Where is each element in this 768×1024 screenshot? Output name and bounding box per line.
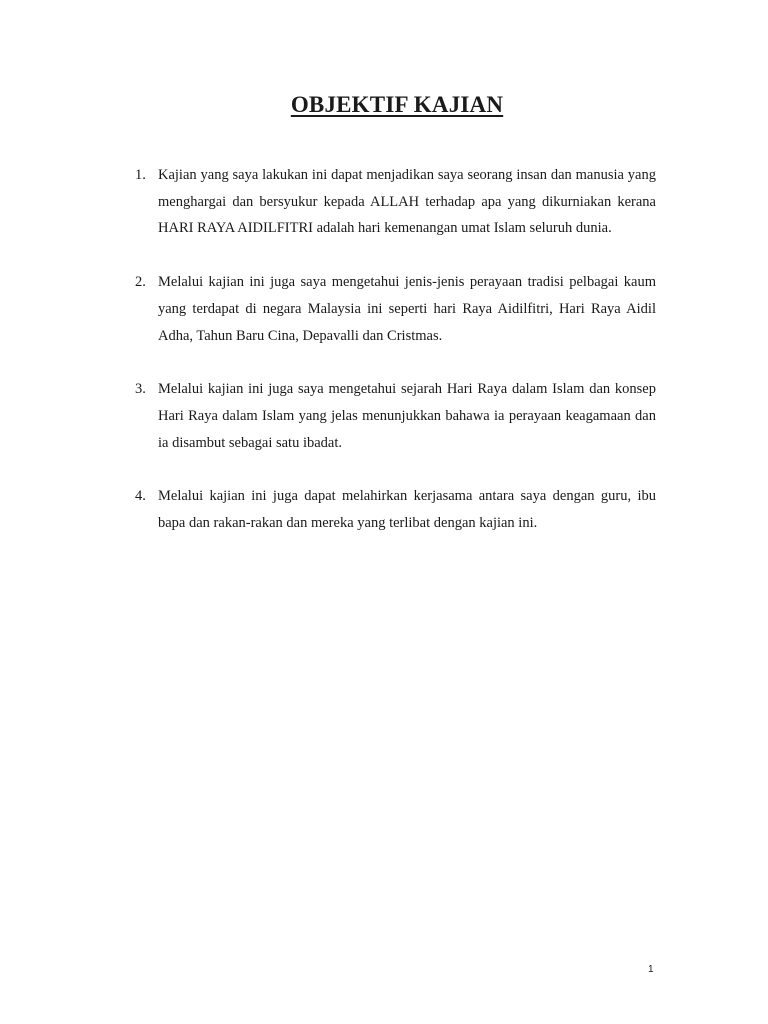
- objectives-list: [130, 162, 656, 564]
- objective-item: [130, 376, 656, 456]
- objective-number: 2.: [135, 274, 146, 291]
- objective-item: [130, 269, 656, 349]
- page-title: OBJEKTIF KAJIAN: [290, 92, 504, 117]
- objective-number: 1.: [135, 167, 146, 183]
- objective-text: Melalui kajian ini juga saya mengetahui sejarah Hari Raya dalam Islam dan konsep Hari Raya dalam Islam yang jelas menunjukkan bahawa ia perayaan keagamaan dan ia disambut sebagai satu ibadat.: [158, 381, 656, 451]
- objective-number: 3.: [135, 381, 146, 398]
- objective-text: Melalui kajian ini juga dapat melahirkan kerjasama antara saya dengan guru, ibu bapa dan rakan-rakan dan mereka yang terlibat dengan kajian ini.: [158, 488, 656, 532]
- objective-text: Kajian yang saya lakukan ini dapat menjadikan saya seorang insan dan manusia yang menghargai dan bersyukur kepada ALLAH terhadap apa yang dikurniakan kerana HARI RAYA AIDILFITRI adalah hari kemenangan umat Islam seluruh dunia.: [158, 167, 656, 237]
- objective-item: [130, 483, 656, 536]
- objective-item: [130, 162, 656, 242]
- objective-text: Melalui kajian ini juga saya mengetahui jenis-jenis perayaan tradisi pelbagai kaum yang terdapat di negara Malaysia ini seperti hari Raya Aidilfitri, Hari Raya Aidil Adha, Tahun Baru Cina, Depavalli dan Cristmas.: [158, 274, 656, 344]
- page-number: 1: [648, 964, 654, 975]
- objective-number: 4.: [135, 488, 146, 505]
